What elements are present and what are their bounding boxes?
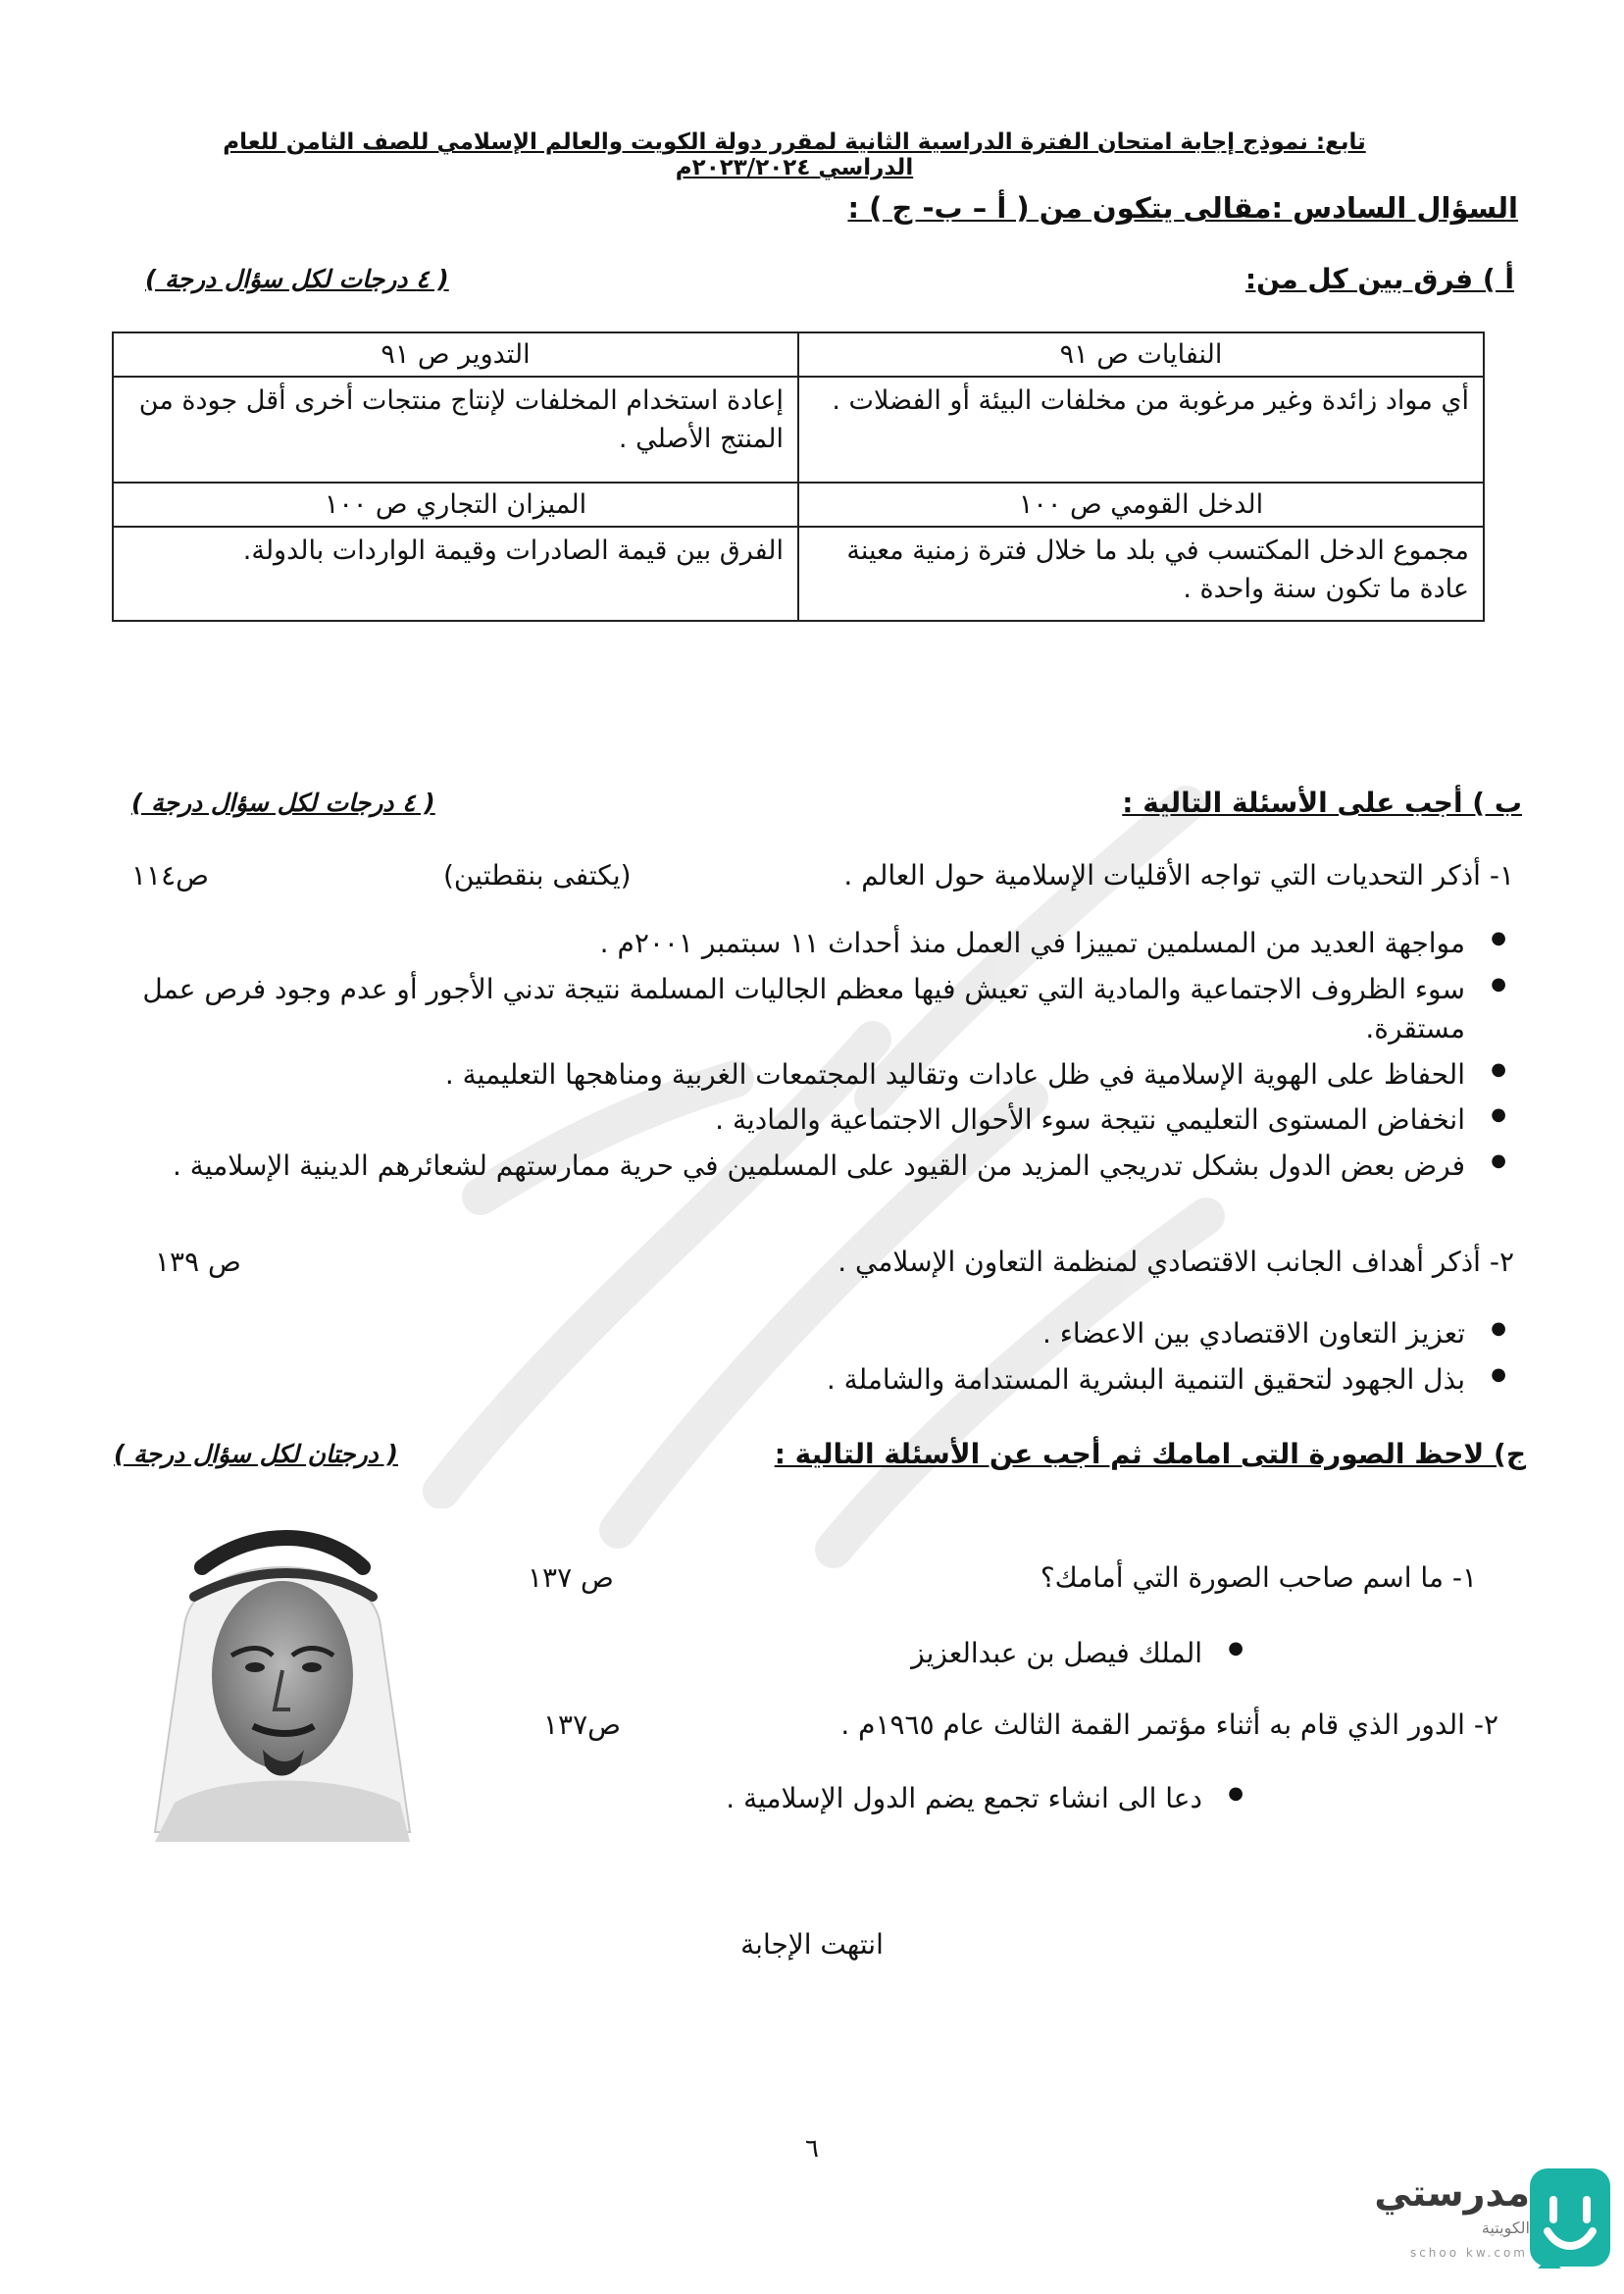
end-of-answer-text: انتهت الإجابة	[740, 1928, 884, 1961]
definitions-table	[112, 331, 1485, 622]
part-c-question-2: ٢- الدور الذي قام به أثناء مؤتمر القمة الثالث عام ١٩٦٥م .	[840, 1708, 1498, 1741]
part-a-marks: ( ٤ درجات لكل سؤال درجة )	[145, 265, 449, 293]
portrait-name-answer	[377, 1634, 1259, 1680]
part-c-question-2-page: ص١٣٧	[543, 1708, 621, 1741]
page-number: ٦	[805, 2134, 819, 2164]
national-income-definition: مجموع الدخل المكتسب في بلد ما خلال فترة زمنية معينة عادة ما تكون سنة واحدة .	[798, 527, 1484, 621]
list-item: ● دعا الى انشاء تجمع يضم الدول الإسلامية .	[377, 1779, 1259, 1819]
exam-header-title: تابع: نموذج إجابة امتحان الفترة الدراسية الثانية لمقرر دولة الكويت والعالم الإسلامي للصف الثامن للعام الدراسي ٢٠٢٣/٢٠٢٤م	[223, 129, 1366, 180]
part-b-label: ب ) أجب على الأسئلة التالية :	[1122, 787, 1522, 819]
part-b-question-1: ١- أذكر التحديات التي تواجه الأقليات الإسلامية حول العالم .	[843, 859, 1514, 892]
logo-subtitle: الكويتية	[1481, 2218, 1530, 2237]
list-item: ● الحفاظ على الهوية الإسلامية في ظل عادات وتقاليد المجتمعات الغربية ومناهجها التعليمية .	[90, 1055, 1522, 1096]
list-item: ● بذل الجهود لتحقيق التنمية البشرية المستدامة والشاملة .	[90, 1360, 1522, 1401]
part-b-question-1-page: ص١١٤	[131, 859, 209, 892]
national-income-heading: الدخل القومي ص ١٠٠	[798, 483, 1484, 527]
list-item: ● سوء الظروف الاجتماعية والمادية التي تعيش فيها معظم الجاليات المسلمة نتيجة تدني الأجور أو عدم وجود فرص عمل مستقرة.	[90, 970, 1522, 1049]
logo-name: مدرستي	[1374, 2171, 1530, 2215]
part-c-marks: ( درجتان لكل سؤال درجة )	[114, 1440, 398, 1468]
part-c-question-1: ١- ما اسم صاحب الصورة التي أمامك؟	[1040, 1561, 1477, 1594]
part-b-question-1-note: (يكتفى بنقطتين)	[443, 859, 632, 892]
list-item: ● الملك فيصل بن عبدالعزيز	[377, 1634, 1259, 1674]
economic-goals-list	[90, 1314, 1522, 1405]
trade-balance-heading: الميزان التجاري ص ١٠٠	[113, 483, 798, 527]
list-item: ● تعزيز التعاون الاقتصادي بين الاعضاء .	[90, 1314, 1522, 1354]
list-item: ● فرض بعض الدول بشكل تدريجي المزيد من القيود على المسلمين في حرية ممارستهم لشعائرهم الدينية الإسلامية .	[90, 1147, 1522, 1187]
list-item: ● مواجهة العديد من المسلمين تمييزا في العمل منذ أحداث ١١ سبتمبر ٢٠٠١م .	[90, 924, 1522, 964]
part-c-label: ج) لاحظ الصورة التى امامك ثم أجب عن الأسئلة التالية :	[774, 1438, 1526, 1470]
part-b-marks: ( ٤ درجات لكل سؤال درجة )	[131, 789, 435, 817]
logo-url: schoo kw.com	[1409, 2246, 1528, 2260]
question-six-title: السؤال السادس :مقالى يتكون من ( أ – ب- ج ) :	[847, 191, 1518, 225]
summit-role-answer	[377, 1779, 1259, 1825]
waste-definition: أي مواد زائدة وغير مرغوبة من مخلفات البيئة أو الفضلات .	[798, 377, 1484, 483]
challenges-list	[90, 924, 1522, 1193]
list-item: ● انخفاض المستوى التعليمي نتيجة سوء الأحوال الاجتماعية والمادية .	[90, 1100, 1522, 1141]
part-b-question-2-page: ص ١٣٩	[155, 1246, 241, 1278]
part-b-question-2: ٢- أذكر أهداف الجانب الاقتصادي لمنظمة التعاون الإسلامي .	[837, 1246, 1514, 1278]
waste-heading: النفايات ص ٩١	[798, 332, 1484, 377]
recycling-heading: التدوير ص ٩١	[113, 332, 798, 377]
part-c-question-1-page: ص ١٣٧	[528, 1561, 614, 1594]
trade-balance-definition: الفرق بين قيمة الصادرات وقيمة الواردات بالدولة.	[113, 527, 798, 621]
part-a-label: أ ) فرق بين كل من:	[1244, 263, 1514, 295]
recycling-definition: إعادة استخدام المخلفات لإنتاج منتجات أخرى أقل جودة من المنتج الأصلي .	[113, 377, 798, 483]
